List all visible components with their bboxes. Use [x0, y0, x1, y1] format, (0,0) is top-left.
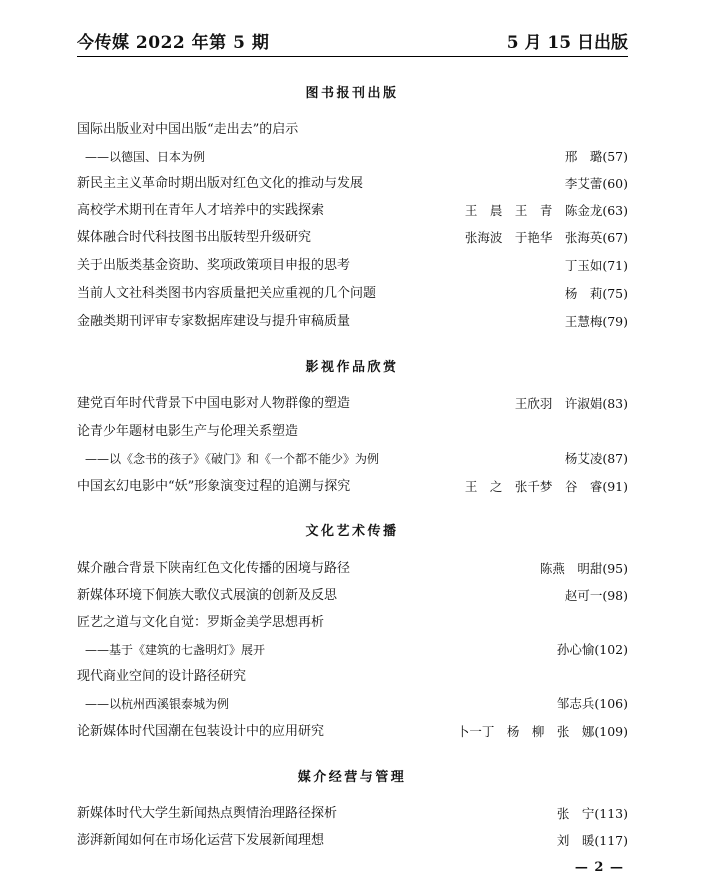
article-authors: 王欣羽 许淑娟(83) — [514, 396, 628, 411]
article-authors: 赵可一(98) — [564, 588, 628, 603]
article-authors: 王 之 张千梦 谷 睿(91) — [464, 479, 628, 494]
article-title: 中国玄幻电影中“妖”形象演变过程的追溯与探究 — [77, 479, 351, 494]
page-number: — 2 — — [574, 860, 624, 875]
article-title: 建党百年时代背景下中国电影对人物群像的塑造 — [77, 396, 351, 411]
article-authors: 孙心愉(102) — [556, 642, 628, 657]
toc-entry[interactable] — [77, 559, 628, 579]
article-authors: 丁玉如(71) — [564, 258, 628, 273]
toc-entry[interactable] — [77, 694, 628, 714]
toc-entry[interactable] — [77, 640, 628, 660]
toc-entry[interactable] — [77, 201, 628, 221]
journal-issue: 今传媒 2022 年第 5 期 — [77, 33, 270, 53]
section-title: 媒介经营与管理 — [297, 770, 407, 785]
toc-entry[interactable] — [77, 312, 628, 332]
article-title: 国际出版业对中国出版“走出去”的启示 — [77, 122, 299, 137]
article-authors: 李艾蕾(60) — [564, 176, 628, 191]
article-title: 澎湃新闻如何在市场化运营下发展新闻理想 — [77, 833, 325, 848]
toc-entry[interactable] — [77, 831, 628, 851]
article-title: 现代商业空间的设计路径研究 — [77, 669, 247, 684]
section-title: 影视作品欣赏 — [305, 360, 399, 375]
article-subtitle: ——以《念书的孩子》《破门》和《一个都不能少》为例 — [85, 452, 380, 466]
toc-entry[interactable] — [77, 394, 628, 414]
toc-entry[interactable] — [77, 586, 628, 606]
article-authors: 杨艾凌(87) — [564, 451, 628, 466]
section-title: 图书报刊出版 — [305, 86, 399, 101]
article-authors: 张 宁(113) — [556, 806, 628, 821]
article-title: 新媒体环境下侗族大歌仪式展演的创新及反思 — [77, 588, 338, 603]
article-title: 关于出版类基金资助、奖项政策项目申报的思考 — [77, 258, 351, 273]
toc-entry[interactable] — [77, 449, 628, 469]
article-authors: 邹志兵(106) — [556, 696, 628, 711]
toc-entry[interactable] — [77, 120, 628, 140]
page-header — [77, 22, 628, 57]
toc-entry[interactable] — [77, 228, 628, 248]
article-authors: 张海波 于艳华 张海英(67) — [464, 230, 628, 245]
article-title: 高校学术期刊在青年人才培养中的实践探索 — [77, 203, 325, 218]
article-authors: 刘 暖(117) — [556, 833, 628, 848]
article-subtitle: ——基于《建筑的七盏明灯》展开 — [85, 643, 266, 657]
article-title: 金融类期刊评审专家数据库建设与提升审稿质量 — [77, 314, 351, 329]
toc-entry[interactable] — [77, 804, 628, 824]
article-subtitle: ——以德国、日本为例 — [85, 150, 206, 164]
article-authors: 陈燕 明甜(95) — [539, 561, 628, 576]
article-title: 媒介融合背景下陕南红色文化传播的困境与路径 — [77, 561, 351, 576]
article-title: 媒体融合时代科技图书出版转型升级研究 — [77, 230, 312, 245]
toc-entry[interactable] — [77, 256, 628, 276]
toc-entry[interactable] — [77, 147, 628, 167]
article-authors: 王 晨 王 青 陈金龙(63) — [464, 203, 628, 218]
toc-entry[interactable] — [77, 613, 628, 633]
section-title: 文化艺术传播 — [305, 524, 399, 539]
publication-date: 5 月 15 日出版 — [506, 33, 628, 53]
article-title: 匠艺之道与文化自觉：罗斯金美学思想再析 — [77, 615, 325, 630]
article-title: 论青少年题材电影生产与伦理关系塑造 — [77, 424, 299, 439]
article-title: 新民主主义革命时期出版对红色文化的推动与发展 — [77, 176, 364, 191]
article-title: 当前人文社科类图书内容质量把关应重视的几个问题 — [77, 286, 377, 301]
toc-entry[interactable] — [77, 174, 628, 194]
article-title: 论新媒体时代国潮在包装设计中的应用研究 — [77, 724, 325, 739]
toc-entry[interactable] — [77, 422, 628, 442]
article-authors: 杨 莉(75) — [564, 286, 628, 301]
article-title: 新媒体时代大学生新闻热点舆情治理路径探析 — [77, 806, 338, 821]
toc-entry[interactable] — [77, 284, 628, 304]
article-subtitle: ——以杭州西溪银泰城为例 — [85, 697, 230, 711]
article-authors: 王慧梅(79) — [564, 314, 628, 329]
toc-entry[interactable] — [77, 667, 628, 687]
article-authors: 邢 璐(57) — [564, 149, 628, 164]
toc-entry[interactable] — [77, 477, 628, 497]
article-authors: 卜一丁 杨 柳 张 娜(109) — [456, 724, 628, 739]
toc-entry[interactable] — [77, 722, 628, 742]
